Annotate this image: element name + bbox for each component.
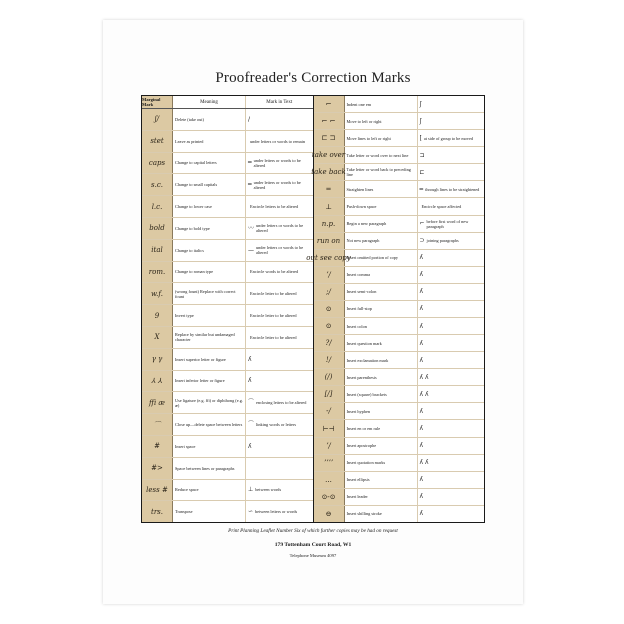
table-row xyxy=(314,438,485,455)
text-mark-glyph: ʎ xyxy=(248,355,252,363)
mark-in-text xyxy=(418,267,485,283)
text-mark-description: Encircle letter to be altered xyxy=(250,313,297,319)
marginal-mark: run on xyxy=(314,233,345,249)
marginal-mark: (/) xyxy=(314,369,345,385)
marginal-mark: s.c. xyxy=(142,174,173,195)
mark-meaning: Insert question mark xyxy=(345,335,418,351)
correction-marks-table xyxy=(141,95,485,523)
mark-in-text xyxy=(246,262,313,283)
text-mark-glyph: ʎ xyxy=(419,407,424,415)
text-mark-description: at side of group to be moved xyxy=(423,135,474,141)
mark-in-text xyxy=(418,233,485,249)
text-mark-glyph: ʎ xyxy=(248,377,252,385)
mark-meaning: Change to capital letters xyxy=(173,153,246,174)
text-mark-glyph: ⊥ xyxy=(248,486,254,494)
marginal-mark: ⊖ xyxy=(314,506,345,522)
marginal-mark: l.c. xyxy=(142,196,173,217)
marginal-mark: #> xyxy=(142,458,173,479)
mark-in-text xyxy=(246,371,313,392)
table-row xyxy=(314,369,485,386)
table-row xyxy=(142,349,313,371)
mark-meaning: Change to lower case xyxy=(173,196,246,217)
mark-in-text xyxy=(246,283,313,304)
mark-in-text xyxy=(418,489,485,505)
mark-meaning: Close up—delete space between letters xyxy=(173,414,246,435)
marginal-mark: stet xyxy=(142,131,173,152)
right-column xyxy=(306,96,485,522)
text-mark-glyph: ʎ ʎ xyxy=(419,459,429,467)
tea-towel xyxy=(103,20,523,604)
text-mark-description: Encircle letters to be altered xyxy=(250,204,299,210)
mark-meaning: Change to small capitals xyxy=(173,174,246,195)
mark-in-text xyxy=(418,420,485,436)
marginal-mark: ⌒ xyxy=(142,414,173,435)
table-row xyxy=(311,147,485,164)
table-row xyxy=(314,403,485,420)
table-row xyxy=(314,420,485,437)
mark-meaning: Leave as printed xyxy=(173,131,246,152)
table-row xyxy=(314,386,485,403)
table-row xyxy=(142,414,313,436)
table-row xyxy=(314,198,485,215)
marginal-mark: ʼʼʼʼ xyxy=(314,455,345,471)
mark-meaning: Invert type xyxy=(173,305,246,326)
text-mark-description: under letters or words to be altered xyxy=(256,223,304,234)
text-mark-description: enclosing letters to be altered xyxy=(256,400,307,406)
mark-meaning: Use ligature (e.g. ffi) or diphthong (e.g. æ) xyxy=(173,392,246,413)
marginal-mark: ʼ/ xyxy=(314,438,345,454)
marginal-mark: # xyxy=(142,436,173,457)
marginal-mark: bold xyxy=(142,218,173,239)
table-row xyxy=(142,262,313,284)
header-meaning: Meaning xyxy=(173,96,246,108)
page-title: Proofreader's Correction Marks xyxy=(215,70,411,86)
mark-in-text xyxy=(246,436,313,457)
table-row xyxy=(314,181,485,198)
marginal-mark: take over xyxy=(314,147,345,163)
mark-in-text xyxy=(418,250,485,266)
mark-in-text xyxy=(246,196,313,217)
header-marginal: Marginal Mark xyxy=(142,96,173,108)
text-mark-description: under letters or words to be altered xyxy=(253,157,301,168)
mark-meaning: Straighten lines xyxy=(345,181,418,197)
marginal-mark: ... xyxy=(314,472,345,488)
mark-meaning: Insert en or em rule xyxy=(345,420,418,436)
mark-meaning: Insert apostrophe xyxy=(345,438,418,454)
marginal-mark: trs. xyxy=(142,501,173,522)
table-row xyxy=(142,283,313,305)
text-mark-glyph: ∽ xyxy=(248,508,254,516)
mark-meaning: Insert ellipsis xyxy=(345,472,418,488)
table-row xyxy=(142,174,313,196)
mark-in-text xyxy=(418,198,485,214)
marginal-mark: take back xyxy=(314,164,345,180)
footer-address: 179 Tottenham Court Road, W1 xyxy=(274,542,352,548)
table-row xyxy=(314,130,485,147)
left-column xyxy=(142,96,314,522)
footer-leaflet-note: Print Planning Leaflet Number Six of which further copies may be had on request xyxy=(228,528,398,534)
mark-in-text xyxy=(418,455,485,471)
table-row xyxy=(314,113,485,130)
marginal-mark: ⊙ xyxy=(314,301,345,317)
header-text: Mark in Text xyxy=(266,99,293,105)
mark-in-text xyxy=(246,218,313,239)
mark-in-text xyxy=(418,181,485,197)
text-mark-description: Encircle words to be altered xyxy=(250,269,299,275)
text-mark-description: between letters or words xyxy=(255,509,298,515)
marginal-mark: rom. xyxy=(142,262,173,283)
text-mark-glyph: ʎ xyxy=(419,339,424,347)
mark-meaning: Change to bold type xyxy=(173,218,246,239)
text-mark-glyph: 〰 xyxy=(248,224,255,232)
marginal-mark: !/ xyxy=(314,352,345,368)
mark-in-text xyxy=(418,352,485,368)
mark-meaning: Insert comma xyxy=(345,267,418,283)
mark-in-text xyxy=(418,335,485,351)
table-row xyxy=(314,318,485,335)
text-mark-description: Encircle space affected xyxy=(421,204,462,209)
mark-meaning: Insert shilling stroke xyxy=(345,506,418,522)
mark-in-text xyxy=(418,506,485,522)
text-mark-description: Encircle letter to be altered xyxy=(250,291,297,297)
mark-meaning: Insert semi-colon xyxy=(345,284,418,300)
mark-meaning: Push-down space xyxy=(345,198,418,214)
text-mark-glyph: ʎ xyxy=(419,356,424,364)
mark-in-text xyxy=(246,392,313,413)
table-row xyxy=(314,216,485,233)
table-row xyxy=(142,436,313,458)
mark-meaning: Change to italics xyxy=(173,240,246,261)
text-mark-glyph: ʃ xyxy=(419,117,422,125)
marginal-mark: ⅄ ⅄ xyxy=(142,371,173,392)
text-mark-glyph: ⊃ xyxy=(419,237,425,245)
mark-meaning: Move to left or right xyxy=(345,113,418,129)
mark-in-text xyxy=(246,414,313,435)
mark-in-text xyxy=(418,164,485,180)
mark-in-text xyxy=(246,109,313,130)
text-mark-description: linking words or letters xyxy=(256,422,296,428)
marginal-mark: ital xyxy=(142,240,173,261)
marginal-mark: w.f. xyxy=(142,283,173,304)
text-mark-glyph: ʎ xyxy=(248,442,252,450)
table-header xyxy=(142,96,313,109)
text-mark-glyph: ⌐ xyxy=(419,220,425,228)
mark-meaning: (wrong fount) Replace with correct fount xyxy=(173,283,246,304)
mark-meaning: Space between lines or paragraphs xyxy=(173,458,246,479)
table-row xyxy=(142,371,313,393)
table-row xyxy=(311,164,485,181)
mark-in-text xyxy=(418,216,485,232)
mark-in-text xyxy=(418,403,485,419)
text-mark-glyph: ʃ xyxy=(419,100,422,108)
mark-in-text xyxy=(418,369,485,385)
marginal-mark: ʼ/ xyxy=(314,267,345,283)
marginal-mark: γ γ xyxy=(142,349,173,370)
mark-in-text xyxy=(418,472,485,488)
table-row xyxy=(314,506,485,522)
text-mark-glyph: ʎ xyxy=(419,442,424,450)
mark-in-text xyxy=(418,130,485,146)
table-row xyxy=(306,250,485,267)
text-mark-glyph: ʎ xyxy=(419,305,424,313)
text-mark-glyph: ʎ xyxy=(419,476,424,484)
mark-in-text xyxy=(418,301,485,317)
table-row xyxy=(142,109,313,131)
table-row xyxy=(314,455,485,472)
marginal-mark: ʃ/ xyxy=(142,109,173,130)
mark-meaning: Insert full-stop xyxy=(345,301,418,317)
mark-meaning: Move lines to left or right xyxy=(345,130,418,146)
mark-meaning: Insert superior letter or figure xyxy=(173,349,246,370)
footer-telephone: Telephone Museum 4097 xyxy=(289,553,337,558)
mark-in-text xyxy=(246,305,313,326)
mark-in-text xyxy=(418,318,485,334)
mark-in-text xyxy=(418,386,485,402)
marginal-mark: out see copy xyxy=(314,250,345,266)
table-row xyxy=(142,480,313,502)
mark-in-text xyxy=(246,153,313,174)
mark-in-text xyxy=(418,147,485,163)
mark-in-text xyxy=(418,284,485,300)
mark-meaning: Take letter or word back to preceding line xyxy=(345,164,418,180)
text-mark-description: before first word of new paragraph xyxy=(426,218,469,229)
text-mark-glyph: ʎ xyxy=(419,271,424,279)
marginal-mark: [/] xyxy=(314,386,345,402)
marginal-mark: ⊢⊣ xyxy=(314,420,345,436)
table-row xyxy=(142,392,313,414)
text-mark-glyph: ═ xyxy=(248,181,252,189)
mark-in-text xyxy=(418,113,485,129)
marginal-mark: ═ xyxy=(314,181,345,197)
mark-meaning: Not new paragraph xyxy=(345,233,418,249)
table-row xyxy=(314,489,485,506)
right-rows xyxy=(306,96,485,522)
mark-meaning: Indent one em xyxy=(345,96,418,112)
text-mark-glyph: ⌒ xyxy=(248,421,255,429)
text-mark-glyph: ʎ xyxy=(419,322,424,330)
mark-in-text xyxy=(246,327,313,348)
left-rows xyxy=(142,109,313,522)
mark-meaning: Insert exclamation mark xyxy=(345,352,418,368)
mark-in-text xyxy=(418,96,485,112)
table-row xyxy=(314,352,485,369)
table-row xyxy=(142,327,313,349)
mark-meaning: Change to roman type xyxy=(173,262,246,283)
marginal-mark: caps xyxy=(142,153,173,174)
mark-meaning: Insert colon xyxy=(345,318,418,334)
mark-in-text xyxy=(246,501,313,522)
text-mark-glyph: [ xyxy=(419,134,422,142)
table-row xyxy=(142,131,313,153)
text-mark-description: through lines to be straightened xyxy=(425,186,480,192)
table-row xyxy=(142,218,313,240)
marginal-mark: -/ xyxy=(314,403,345,419)
table-row xyxy=(314,233,485,250)
marginal-mark: ⊥ xyxy=(314,198,345,214)
marginal-mark: ;/ xyxy=(314,284,345,300)
mark-meaning: Delete (take out) xyxy=(173,109,246,130)
marginal-mark: less # xyxy=(142,480,173,501)
marginal-mark: ⌐ xyxy=(314,96,345,112)
mark-in-text xyxy=(246,480,313,501)
mark-meaning: Insert quotation marks xyxy=(345,455,418,471)
text-mark-glyph: ʎ xyxy=(419,425,424,433)
mark-in-text xyxy=(246,131,313,152)
table-row xyxy=(314,301,485,318)
marginal-mark: n.p. xyxy=(314,216,345,232)
text-mark-glyph: ʎ xyxy=(419,493,424,501)
text-mark-description: joining paragraphs xyxy=(426,238,459,244)
marginal-mark: X xyxy=(142,327,173,348)
mark-meaning: Begin a new paragraph xyxy=(345,216,418,232)
mark-meaning: Insert (square) brackets xyxy=(345,386,418,402)
mark-in-text xyxy=(246,174,313,195)
text-mark-description: Encircle letter to be altered xyxy=(250,334,297,340)
text-mark-description: under letters or words to remain xyxy=(250,138,306,144)
mark-meaning: Insert leader xyxy=(345,489,418,505)
marginal-mark: 9 xyxy=(142,305,173,326)
mark-in-text xyxy=(246,349,313,370)
text-mark-glyph: / xyxy=(248,115,251,123)
mark-meaning: Insert space xyxy=(173,436,246,457)
table-row xyxy=(314,267,485,284)
marginal-mark: ?/ xyxy=(314,335,345,351)
table-row xyxy=(314,472,485,489)
text-mark-glyph: ʎ xyxy=(419,254,424,262)
text-mark-description: under letters or words to be altered xyxy=(253,179,301,190)
mark-meaning: Reduce space xyxy=(173,480,246,501)
table-row xyxy=(314,284,485,301)
mark-meaning: Insert inferior letter or figure xyxy=(173,371,246,392)
mark-in-text xyxy=(418,438,485,454)
table-row xyxy=(142,501,313,522)
table-row xyxy=(314,96,485,113)
text-mark-description: between words xyxy=(255,487,282,493)
mark-in-text xyxy=(246,240,313,261)
table-row xyxy=(142,153,313,175)
table-row xyxy=(142,240,313,262)
text-mark-glyph: ʎ ʎ xyxy=(419,390,429,398)
marginal-mark: ⌐ ⌐ xyxy=(314,113,345,129)
table-row xyxy=(142,305,313,327)
table-row xyxy=(142,458,313,480)
mark-meaning: Insert hyphen xyxy=(345,403,418,419)
marginal-mark: ⊙-⊙ xyxy=(314,489,345,505)
text-mark-glyph: — xyxy=(248,246,254,254)
text-mark-glyph: ʎ xyxy=(419,288,424,296)
mark-meaning: Take letter or word over to next line xyxy=(345,147,418,163)
mark-meaning: Insert parenthesis xyxy=(345,369,418,385)
text-mark-glyph: ⊐ xyxy=(419,151,425,159)
text-mark-glyph: ʎ ʎ xyxy=(419,373,429,381)
marginal-mark: ffi æ xyxy=(142,392,173,413)
table-row xyxy=(142,196,313,218)
text-mark-glyph: ⊏ xyxy=(419,168,425,176)
mark-meaning: Replace by similar but undamaged character xyxy=(173,327,246,348)
text-mark-glyph: ⌒ xyxy=(248,399,255,407)
mark-meaning: Insert omitted portion of copy xyxy=(345,250,418,266)
text-mark-glyph: ʎ xyxy=(419,510,424,518)
marginal-mark: ⊏ ⊐ xyxy=(314,130,345,146)
mark-in-text xyxy=(246,458,313,479)
text-mark-description: under letters or words to be altered xyxy=(256,245,304,256)
mark-meaning: Transpose xyxy=(173,501,246,522)
marginal-mark: ⊙ xyxy=(314,318,345,334)
table-row xyxy=(314,335,485,352)
text-mark-glyph: ═ xyxy=(419,185,424,193)
text-mark-glyph: ═ xyxy=(248,159,252,167)
